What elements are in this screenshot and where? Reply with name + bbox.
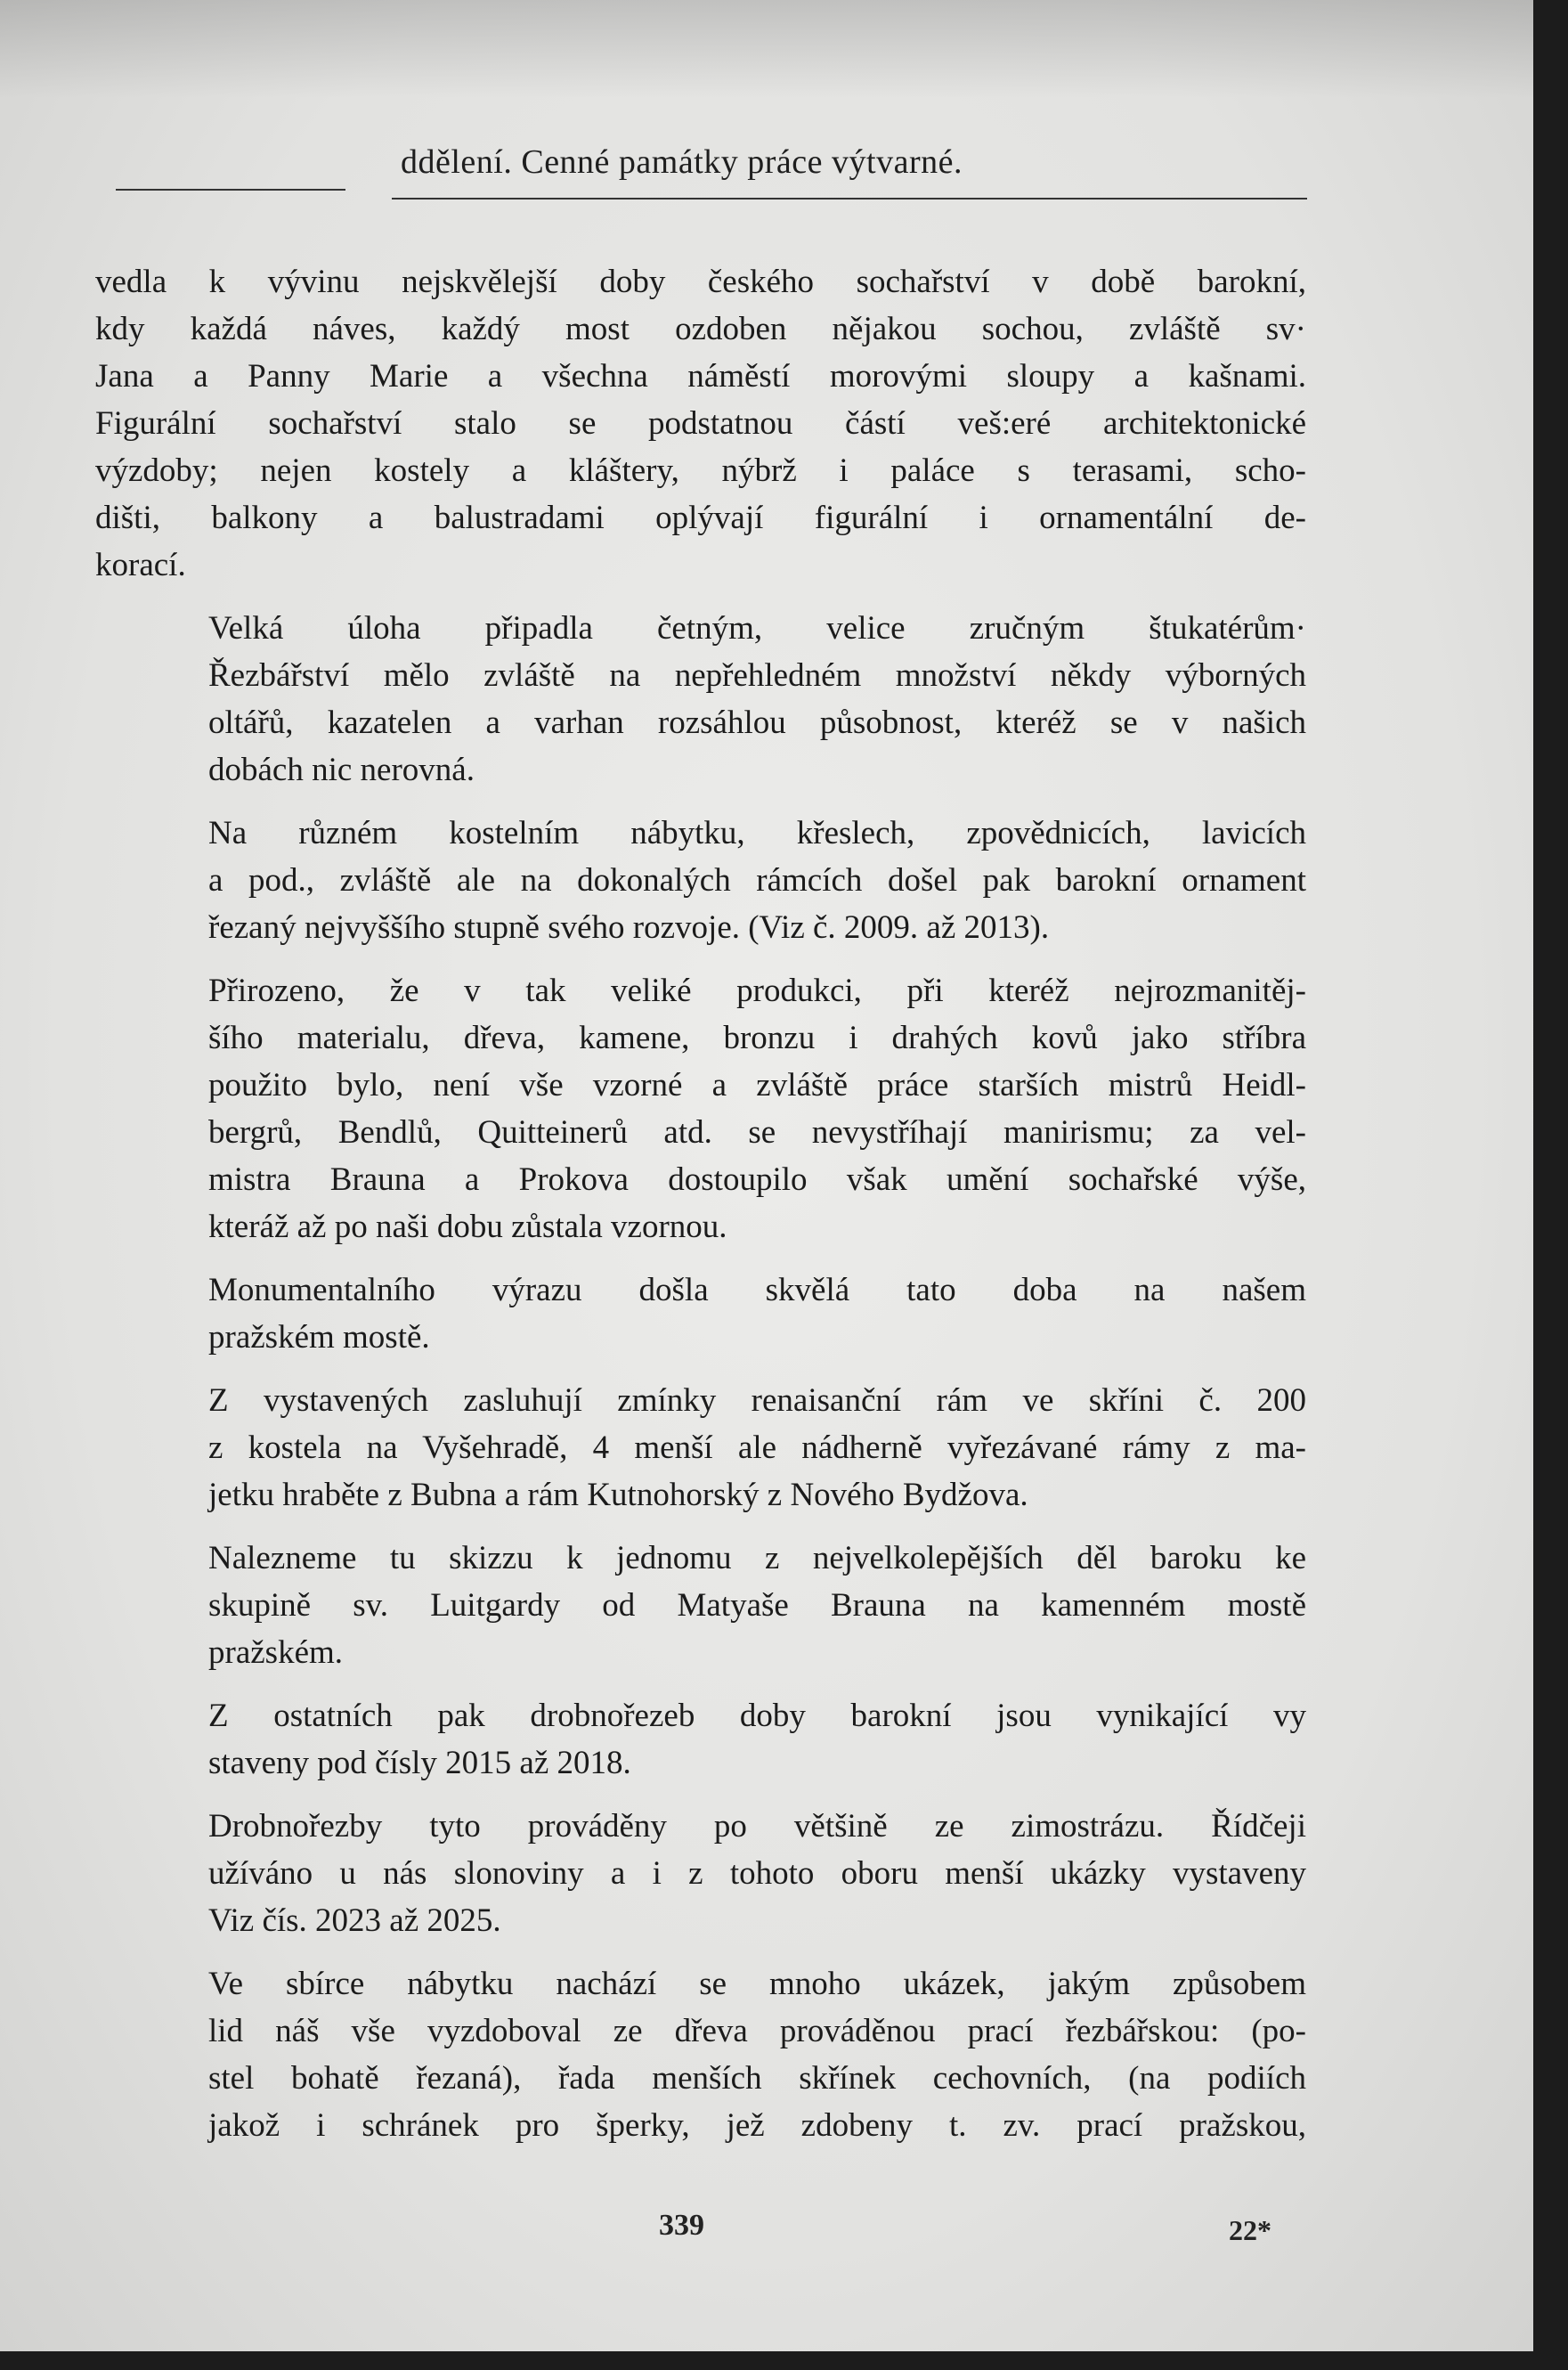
paragraph xyxy=(95,258,1306,589)
text-line: pražském. xyxy=(208,1634,344,1671)
text-line: užíváno u nás slonoviny a i z tohoto oboru menší ukázky vystaveny xyxy=(208,1855,1306,1892)
text-line: skupině sv. Luitgardy od Matyaše Brauna na kamenném mostě xyxy=(208,1587,1306,1624)
text-line: staveny pod čísly 2015 až 2018. xyxy=(208,1745,631,1781)
body-text xyxy=(95,258,1306,2165)
text-line: pražském mostě. xyxy=(208,1319,430,1356)
text-line: Viz čís. 2023 až 2025. xyxy=(208,1902,501,1939)
text-line: korací. xyxy=(95,547,186,583)
text-line: a pod., zvláště ale na dokonalých rámcích došel pak barokní ornament xyxy=(208,862,1306,899)
text-line: šího materialu, dřeva, kamene, bronzu i drahých kovů jako stříbra xyxy=(208,1020,1306,1056)
paragraph xyxy=(95,967,1306,1250)
text-line: Figurální sochařství stalo se podstatnou částí veš:eré architektonické xyxy=(95,405,1306,442)
text-line: kdy každá náves, každý most ozdoben nějakou sochou, zvláště sv· xyxy=(95,311,1306,347)
text-line: výzdoby; nejen kostely a kláštery, nýbrž i paláce s terasami, scho- xyxy=(95,452,1306,489)
text-line: dobách nic nerovná. xyxy=(208,752,475,788)
text-line: Ve sbírce nábytku nachází se mnoho ukázek, jakým způsobem xyxy=(208,1966,1306,2002)
text-line: vedla k vývinu nejskvělejší doby českého sochařství v době barokní, xyxy=(95,264,1306,300)
text-line: Z ostatních pak drobnořezeb doby barokní jsou vynikající vy xyxy=(208,1698,1306,1734)
text-line: oltářů, kazatelen a varhan rozsáhlou působnost, kteréž se v našich xyxy=(208,704,1306,741)
text-line: kteráž až po naši dobu zůstala vzornou. xyxy=(208,1209,727,1245)
header-rule-right xyxy=(392,198,1307,200)
text-line: Řezbářství mělo zvláště na nepřehledném množství někdy výborných xyxy=(208,657,1306,694)
scan-shadow xyxy=(0,0,1533,98)
text-line: Velká úloha připadla četným, velice zručným štukatérům· xyxy=(208,610,1306,647)
text-line: jakož i schránek pro šperky, jež zdobeny t. zv. prací pražskou, xyxy=(208,2107,1306,2144)
running-header xyxy=(0,143,1533,214)
text-line: Nalezneme tu skizzu k jednomu z nejvelkolepějších děl baroku ke xyxy=(208,1540,1306,1576)
text-line: jetku hraběte z Bubna a rám Kutnohorský z Nového Bydžova. xyxy=(208,1477,1028,1513)
paragraph xyxy=(95,1535,1306,1676)
page-number: 339 xyxy=(659,2209,704,2242)
text-line: Drobnořezby tyto prováděny po většině ze zimostrázu. Řídčeji xyxy=(208,1808,1306,1845)
text-line: dišti, balkony a balustradami oplývají figurální i ornamentální de- xyxy=(95,500,1306,536)
header-title: ddělení. Cenné památky práce výtvarné. xyxy=(401,143,963,181)
text-line: stel bohatě řezaná), řada menších skřínek cechovních, (na podiích xyxy=(208,2060,1306,2097)
text-line: Jana a Panny Marie a všechna náměstí morovými sloupy a kašnami. xyxy=(95,358,1306,395)
text-line: bergrů, Bendlů, Quitteinerů atd. se nevystříhají manirismu; za vel- xyxy=(208,1114,1306,1151)
paragraph xyxy=(95,1377,1306,1519)
paragraph xyxy=(95,1692,1306,1787)
text-line: Přirozeno, že v tak veliké produkci, při kteréž nejrozmanitěj- xyxy=(208,973,1306,1009)
header-rule-left xyxy=(116,189,345,191)
text-line: použito bylo, není vše vzorné a zvláště práce starších mistrů Heidl- xyxy=(208,1067,1306,1104)
text-line: lid náš vše vyzdoboval ze dřeva prováděnou prací řezbářskou: (po- xyxy=(208,2013,1306,2049)
paragraph xyxy=(95,1266,1306,1361)
paragraph xyxy=(95,1803,1306,1944)
text-line: řezaný nejvyššího stupně svého rozvoje. (Viz č. 2009. až 2013). xyxy=(208,909,1050,946)
printer-signature: 22* xyxy=(1229,2214,1271,2246)
text-line: z kostela na Vyšehradě, 4 menší ale nádherně vyřezávané rámy z ma- xyxy=(208,1429,1306,1466)
paragraph xyxy=(95,1960,1306,2149)
text-line: Z vystavených zasluhují zmínky renaisanční rám ve skříni č. 200 xyxy=(208,1382,1306,1419)
page-footer xyxy=(0,2209,1533,2262)
text-line: mistra Brauna a Prokova dostoupilo však umění sochařské výše, xyxy=(208,1161,1306,1198)
paragraph xyxy=(95,605,1306,794)
text-line: Na různém kostelním nábytku, křeslech, zpovědnicích, lavicích xyxy=(208,815,1306,851)
text-line: Monumentalního výrazu došla skvělá tato doba na našem xyxy=(208,1272,1306,1308)
paragraph xyxy=(95,810,1306,951)
